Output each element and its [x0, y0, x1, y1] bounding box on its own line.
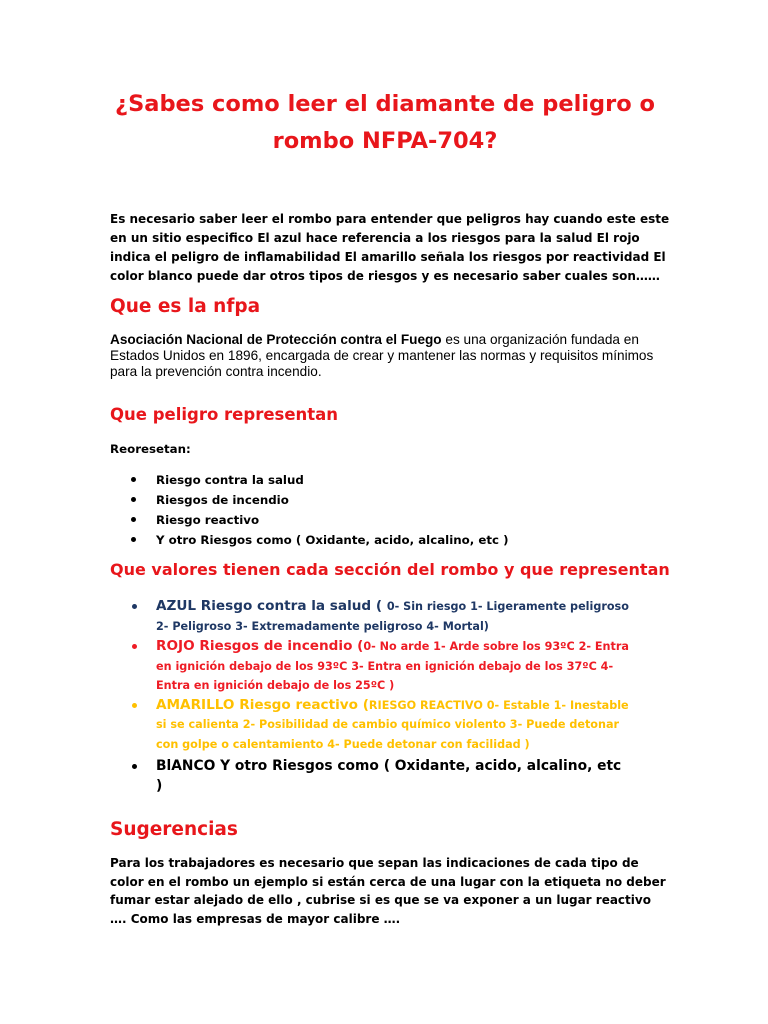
- rojo-detail: 0- No arde 1- Arde sobre los 93ºC 2- Entra en ignición debajo de los 93ºC 3- Entra en ignición debajo de los 37ºC 4- Entra en ignición debajo de los 25ºC ): [156, 640, 629, 692]
- value-item-amarillo: [110, 696, 630, 755]
- amarillo-lead: AMARILLO Riesgo reactivo (: [156, 696, 369, 713]
- amarillo-detail: RIESGO REACTIVO 0- Estable 1- Inestable si se calienta 2- Posibilidad de cambio químico violento 3- Puede detonar con golpe o calentamiento 4- Puede detonar con facilidad ): [156, 698, 629, 751]
- bullet-dot-icon: [131, 517, 136, 522]
- value-item-azul: [110, 597, 630, 636]
- list-item: [110, 490, 508, 510]
- bullet-dot-icon: [131, 537, 136, 542]
- values-list: [110, 597, 630, 796]
- rojo-lead: ROJO Riesgos de incendio (: [156, 638, 364, 654]
- nfpa-name: Asociación Nacional de Protección contra el Fuego: [110, 332, 442, 347]
- bullet-dot-icon: [131, 477, 136, 482]
- risk-list: [110, 470, 508, 550]
- list-item: [110, 510, 508, 530]
- represents-label: Reoresetan:: [110, 442, 191, 456]
- heading-sugerencias: Sugerencias: [110, 819, 238, 840]
- nfpa-description: es una organización fundada en Estados Unidos en 1896, encargada de crear y mantener las normas y requisitos mínimos para la prevención contra incendio.: [110, 332, 654, 379]
- nfpa-definition: [110, 332, 670, 380]
- list-item: [110, 530, 508, 550]
- value-item-blanco: [110, 756, 630, 796]
- intro-paragraph: Es necesario saber leer el rombo para entender que peligros hay cuando este este en un sitio especifico El azul hace referencia a los riesgos para la salud El rojo indica el peligro de inflamabilidad El amarillo señala los riesgos por reactividad El color blanco puede dar otros tipos de riesgos y es necesario saber cuales son……: [110, 212, 670, 283]
- list-item-text: Riesgos de incendio: [156, 493, 289, 507]
- value-item-rojo: [110, 637, 630, 696]
- heading-valores-seccion: Que valores tienen cada sección del rombo y que representan: [110, 560, 670, 579]
- page-title: ¿Sabes como leer el diamante de peligro o rombo NFPA-704?: [115, 91, 655, 154]
- sugerencias-paragraph: Para los trabajadores es necesario que sepan las indicaciones de cada tipo de color en el rombo un ejemplo si están cerca de una lugar con la etiqueta no deber fumar estar alejado de ello , cubrise si es que se va exponer a un lugar reactivo …. Como las empresas de mayor calibre ….: [110, 856, 666, 926]
- bullet-dot-icon: [132, 764, 137, 769]
- heading-que-peligro: Que peligro representan: [110, 405, 339, 424]
- azul-detail: 0- Sin riesgo 1- Ligeramente peligroso 2- Peligroso 3- Extremadamente peligroso 4- Mortal): [156, 600, 629, 633]
- bullet-dot-icon: [131, 497, 136, 502]
- list-item-text: Riesgo contra la salud: [156, 473, 304, 487]
- bullet-dot-icon: [132, 703, 137, 708]
- heading-que-es-nfpa: Que es la nfpa: [110, 296, 261, 317]
- bullet-dot-icon: [132, 644, 137, 649]
- blanco-lead: BlANCO Y otro Riesgos como ( Oxidante, acido, alcalino, etc ): [156, 758, 622, 794]
- azul-lead: AZUL Riesgo contra la salud (: [156, 598, 387, 614]
- bullet-dot-icon: [132, 604, 137, 609]
- list-item: [110, 470, 508, 490]
- list-item-text: Y otro Riesgos como ( Oxidante, acido, alcalino, etc ): [156, 533, 509, 547]
- list-item-text: Riesgo reactivo: [156, 513, 260, 527]
